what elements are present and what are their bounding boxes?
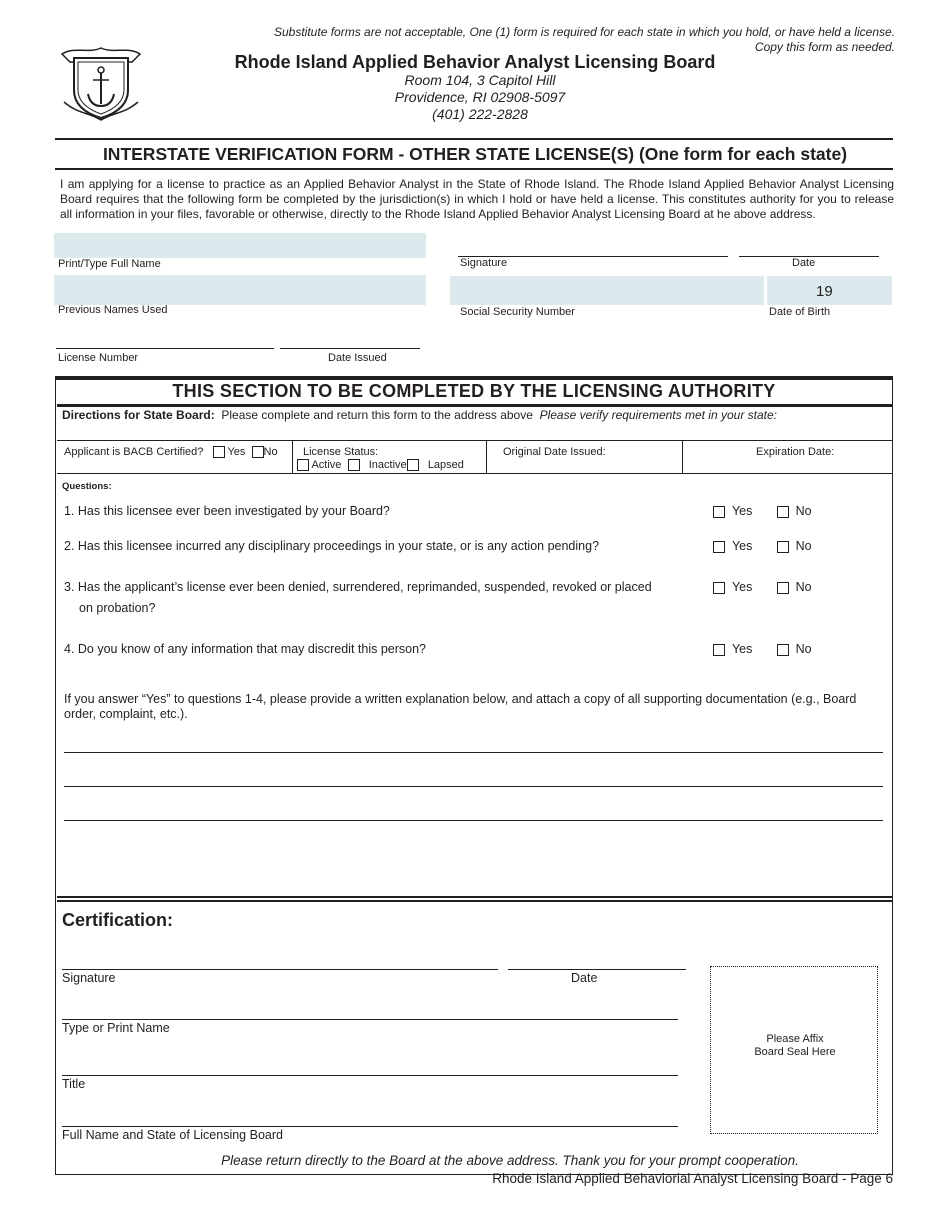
directions-note: Please verify requirements met in your state: [539, 408, 777, 422]
q1-yes-label: Yes [731, 504, 753, 518]
q3-yes-label: Yes [731, 580, 753, 594]
cert-title-line[interactable] [62, 1075, 678, 1076]
page-footer: Rhode Island Applied Behaviorial Analyst Licensing Board - Page 6 [492, 1171, 893, 1186]
date-issued-line[interactable] [280, 348, 420, 349]
date-label: Date [792, 257, 816, 269]
intro-paragraph: I am applying for a license to practice as an Applied Behavior Analyst in the State of Rhode Island. The Rhode Island Applied Behavior Analyst Licensing Board requires that the following form be completed by the jurisdiction(s) in which I hold or have held a license. This constitutes authority for you to release all information in your files, favorable or otherwise, directly to the Rhode Island Applied Behavior Analyst Licensing Board at he above address. [60, 177, 894, 221]
cert-name-line[interactable] [62, 1019, 678, 1020]
cert-board-label: Full Name and State of Licensing Board [62, 1128, 283, 1142]
bacb-row [64, 446, 278, 458]
q3-no-checkbox[interactable] [777, 582, 789, 594]
license-status-options [297, 459, 464, 471]
explanation-line[interactable] [64, 820, 883, 821]
question-4-answers [713, 642, 812, 656]
q2-yes-label: Yes [731, 539, 753, 553]
q1-no-label: No [795, 504, 812, 518]
address-line-2: Providence, RI 02908-5097 [394, 89, 566, 105]
directions [62, 408, 777, 422]
question-3-answers [713, 580, 812, 594]
divider [57, 473, 892, 474]
explanation-instructions: If you answer “Yes” to questions 1-4, please provide a written explanation below, and attach a copy of all supporting documentation (e.g., Board order, complaint, etc.). [64, 692, 857, 721]
cert-date-label: Date [571, 971, 598, 985]
bacb-no-label: No [263, 446, 278, 458]
question-3-line-2: on probation? [79, 601, 156, 615]
divider [55, 138, 893, 140]
ssn-label: Social Security Number [460, 306, 575, 318]
cert-signature-line[interactable] [62, 969, 498, 970]
cert-date-line[interactable] [508, 969, 686, 970]
directions-heading: Directions for State Board: [62, 408, 215, 422]
authority-heading: THIS SECTION TO BE COMPLETED BY THE LICENSING AUTHORITY [172, 381, 776, 401]
previous-names-field[interactable] [54, 275, 426, 305]
q3-yes-checkbox[interactable] [713, 582, 725, 594]
header-note-2: Copy this form as needed. [754, 40, 895, 54]
form-title: INTERSTATE VERIFICATION FORM - OTHER STATE LICENSE(S) (One form for each state) [102, 144, 848, 164]
q2-yes-checkbox[interactable] [713, 541, 725, 553]
question-2: 2. Has this licensee incurred any disciplinary proceedings in your state, or is any action pending? [64, 539, 600, 553]
divider [57, 896, 892, 898]
header-note-1: Substitute forms are not acceptable, One (1) form is required for each state in which you hold, or have held a license. [274, 25, 895, 39]
certification-heading: Certification: [62, 910, 174, 930]
explanation-line[interactable] [64, 752, 883, 753]
full-name-label: Print/Type Full Name [58, 258, 161, 270]
bacb-yes-checkbox[interactable] [213, 446, 225, 458]
license-number-line[interactable] [56, 348, 274, 349]
seal-instruction-2: Board Seal Here [754, 1046, 836, 1058]
license-number-label: License Number [58, 352, 139, 364]
q1-yes-checkbox[interactable] [713, 506, 725, 518]
dob-prefill: 19 [816, 283, 833, 300]
q4-yes-label: Yes [731, 642, 753, 656]
bacb-yes-label: Yes [227, 446, 246, 458]
question-4: 4. Do you know of any information that may discredit this person? [64, 642, 426, 656]
seal-instruction-1: Please Affix [766, 1033, 824, 1045]
bacb-label: Applicant is BACB Certified? [64, 446, 204, 458]
explanation-line[interactable] [64, 786, 883, 787]
return-note: Please return directly to the Board at the above address. Thank you for your prompt cooperation. [221, 1153, 799, 1168]
bacb-no-checkbox[interactable] [252, 446, 264, 458]
q2-no-checkbox[interactable] [777, 541, 789, 553]
divider [57, 900, 892, 902]
status-active-label: Active [311, 459, 342, 471]
board-name: Rhode Island Applied Behavior Analyst Licensing Board [234, 52, 716, 72]
cert-board-line[interactable] [62, 1126, 678, 1127]
divider [57, 440, 892, 441]
directions-text: Please complete and return this form to the address above [221, 408, 533, 422]
question-2-answers [713, 539, 812, 553]
q1-no-checkbox[interactable] [777, 506, 789, 518]
questions-label: Questions: [62, 481, 112, 492]
q4-yes-checkbox[interactable] [713, 644, 725, 656]
date-issued-label: Date Issued [328, 352, 387, 364]
question-1-answers [713, 504, 812, 518]
cert-title-label: Title [62, 1077, 86, 1091]
status-active-checkbox[interactable] [297, 459, 309, 471]
divider [55, 168, 893, 170]
full-name-field[interactable] [54, 233, 426, 258]
previous-names-label: Previous Names Used [58, 304, 168, 316]
ssn-field[interactable] [450, 276, 764, 305]
cert-name-label: Type or Print Name [62, 1021, 170, 1035]
license-status-label: License Status: [303, 446, 379, 458]
address-line-1: Room 104, 3 Capitol Hill [404, 72, 556, 88]
question-3-line-1: 3. Has the applicant’s license ever been denied, surrendered, reprimanded, suspended, revoked or placed [64, 580, 652, 594]
status-inactive-checkbox[interactable] [348, 459, 360, 471]
cert-signature-label: Signature [62, 971, 116, 985]
divider [486, 440, 487, 473]
status-inactive-label: Inactive [368, 459, 407, 471]
original-date-label: Original Date Issued: [503, 446, 606, 458]
q4-no-label: No [795, 642, 812, 656]
expiration-date-label: Expiration Date: [756, 446, 835, 458]
status-lapsed-checkbox[interactable] [407, 459, 419, 471]
q3-no-label: No [795, 580, 812, 594]
status-lapsed-label: Lapsed [427, 459, 464, 471]
phone-number: (401) 222-2828 [432, 106, 528, 122]
signature-label: Signature [460, 257, 508, 269]
question-1: 1. Has this licensee ever been investigated by your Board? [64, 504, 390, 518]
q2-no-label: No [795, 539, 812, 553]
divider [292, 440, 293, 473]
dob-label: Date of Birth [769, 306, 831, 318]
q4-no-checkbox[interactable] [777, 644, 789, 656]
divider [682, 440, 683, 473]
divider [57, 404, 892, 407]
